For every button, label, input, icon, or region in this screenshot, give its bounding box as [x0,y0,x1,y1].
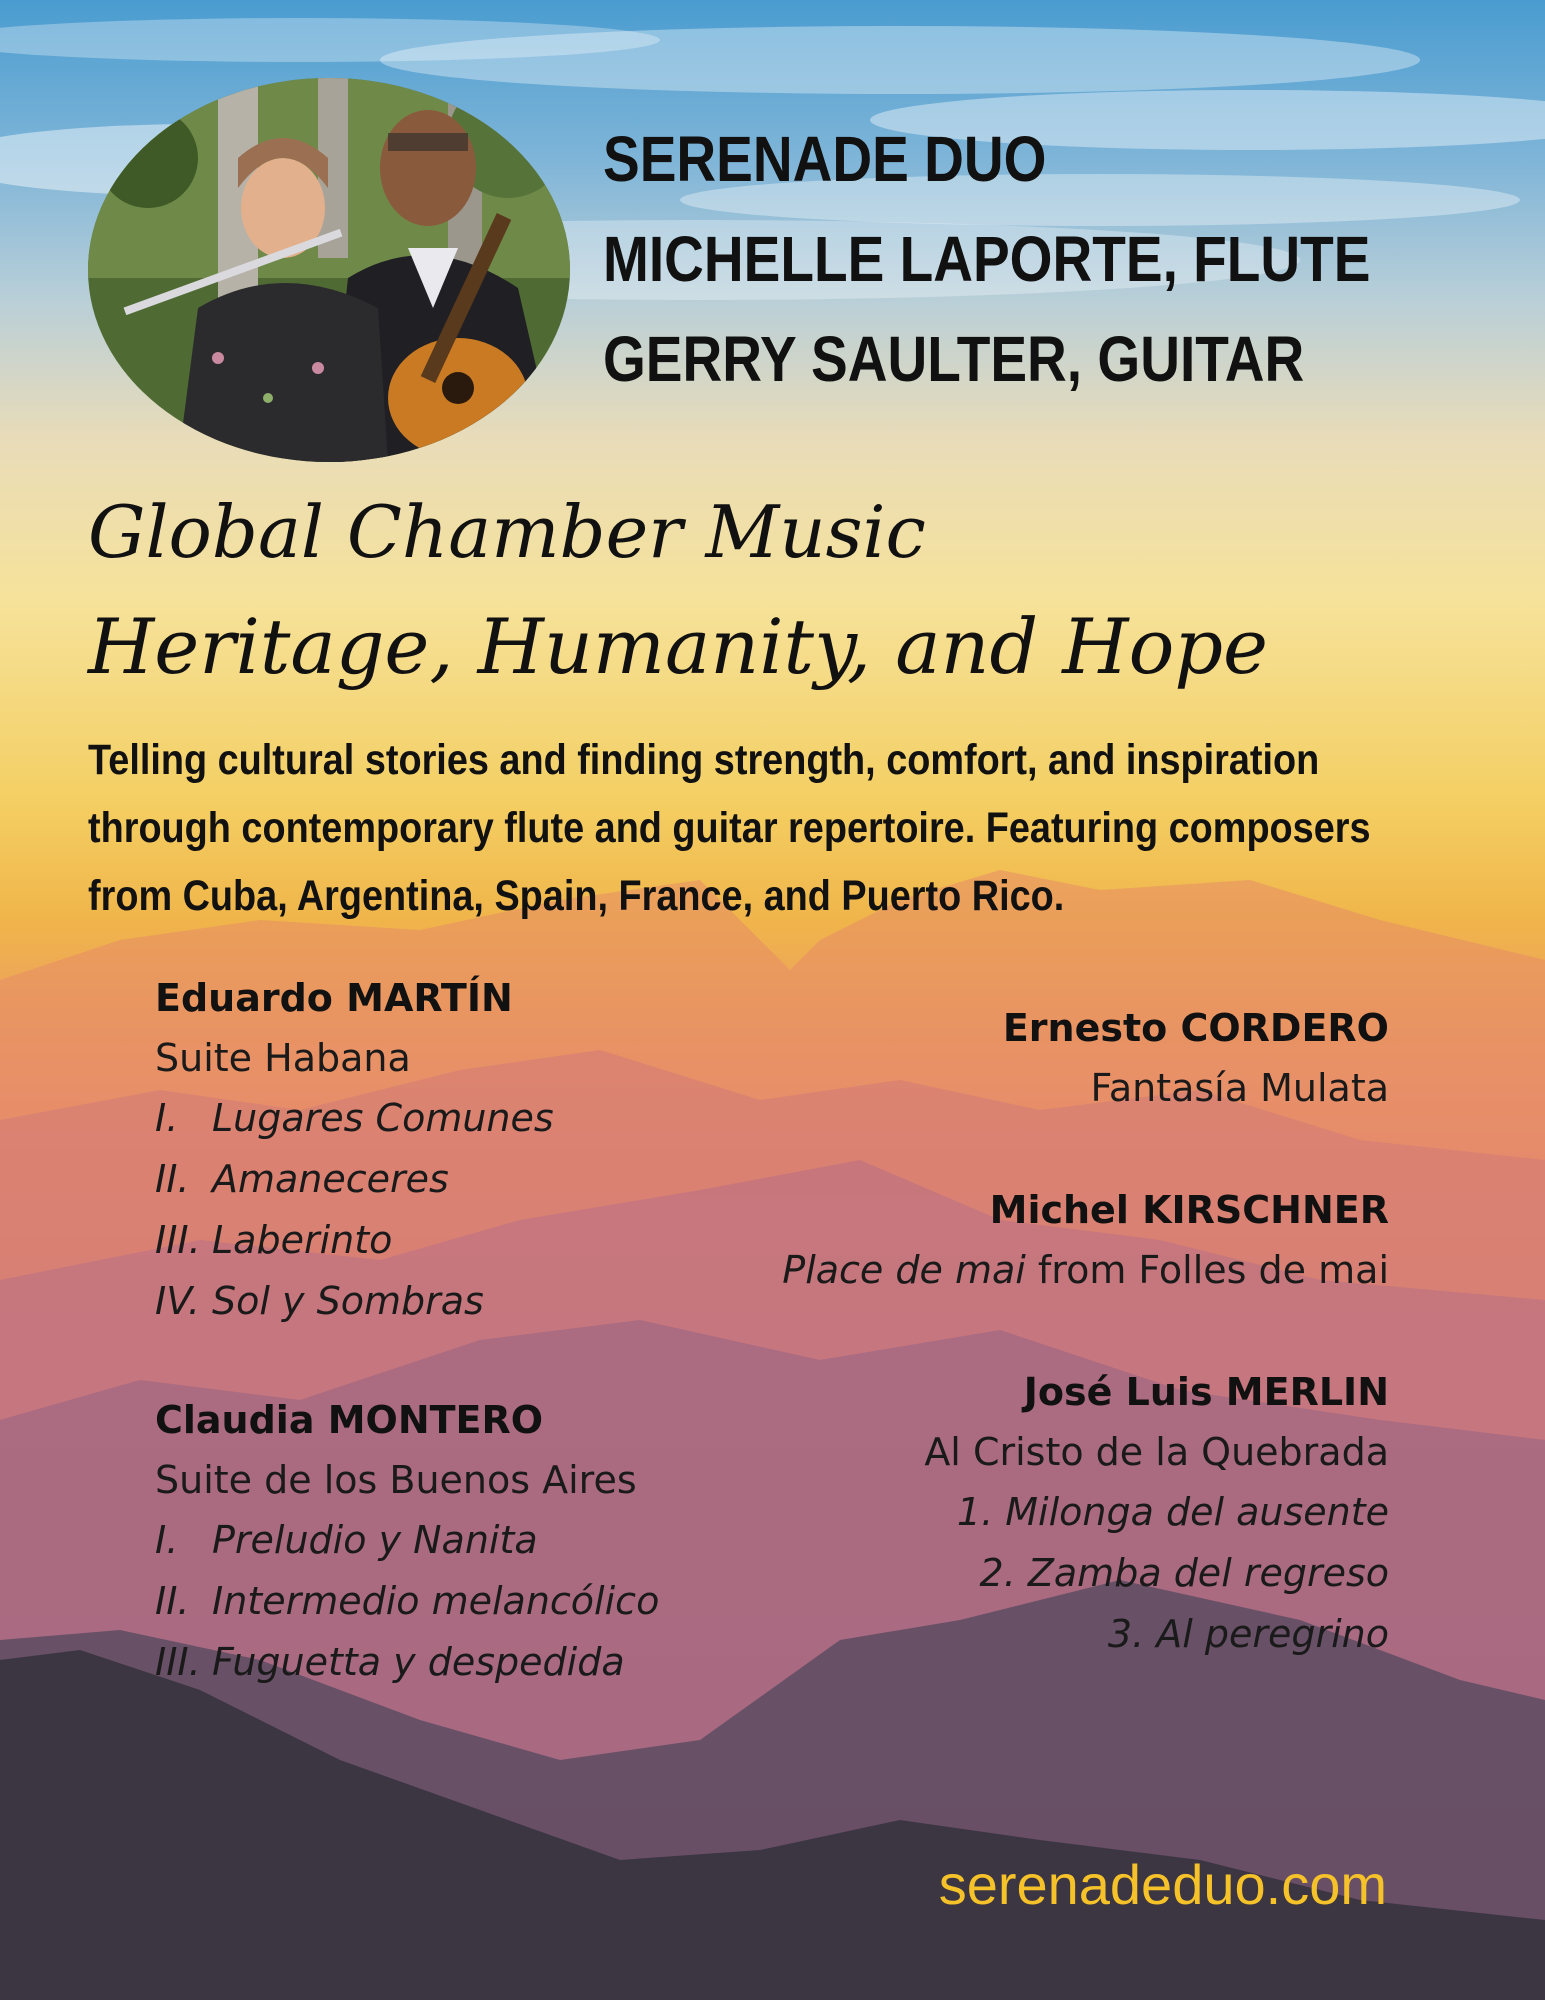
movement-number: I. [155,1096,179,1140]
movement-item: 2. Zamba del regreso [979,1551,1389,1595]
tagline-line-1: Global Chamber Music [88,490,926,574]
movement-item [155,1571,659,1632]
composer-name: Eduardo MARTÍN [155,976,513,1020]
movement-title: Sol y Sombras [212,1279,484,1323]
movement-title: Lugares Comunes [212,1096,554,1140]
movement-title: Amaneceres [212,1157,449,1201]
intro-line: Telling cultural stories and finding strength, comfort, and inspiration [88,736,1320,784]
intro-line: from Cuba, Argentina, Spain, France, and Puerto Rico. [88,872,1065,920]
movement-item: 3. Al peregrino [1107,1612,1389,1656]
program-right-column [782,998,1389,1665]
work-title-source: from Folles de mai [1025,1248,1389,1292]
movement-item [155,1088,659,1149]
intro-line: through contemporary flute and guitar repertoire. Featuring composers [88,804,1371,852]
duo-portrait-photo [88,78,570,462]
movement-number: III. [155,1640,201,1684]
composer-name: José Luis MERLIN [1023,1370,1389,1414]
program-left-column [155,968,659,1693]
movement-item [155,1632,659,1693]
movement-item [155,1210,659,1271]
composer-name: Ernesto CORDERO [1002,1006,1389,1050]
composer-name: Michel KIRSCHNER [989,1188,1389,1232]
movement-title: Laberinto [212,1218,393,1262]
movement-number: I. [155,1518,179,1562]
movement-number: III. [155,1218,201,1262]
work-title: Suite de los Buenos Aires [155,1458,637,1502]
movement-number: IV. [155,1279,200,1323]
movement-number: II. [155,1157,190,1201]
intro-paragraph [88,726,1371,930]
movement-item [155,1271,659,1332]
work-title [782,1240,1389,1300]
movement-title: Intermedio melancólico [212,1579,660,1623]
movement-item [155,1149,659,1210]
header-duo-name: SERENADE DUO [603,123,1047,195]
tagline-line-2: Heritage, Humanity, and Hope [88,602,1268,691]
movement-item: 1. Milonga del ausente [956,1490,1389,1534]
work-title: Suite Habana [155,1036,411,1080]
work-title-italic: Place de mai [782,1248,1026,1292]
header-flute-performer: MICHELLE LAPORTE, FLUTE [603,223,1371,295]
work-title: Al Cristo de la Quebrada [924,1430,1389,1474]
website-link[interactable]: serenadeduo.com [938,1853,1387,1916]
header-guitar-performer: GERRY SAULTER, GUITAR [603,323,1305,395]
composer-name: Claudia MONTERO [155,1398,544,1442]
movement-item [155,1510,659,1571]
movement-number: II. [155,1579,190,1623]
movement-title: Preludio y Nanita [212,1518,538,1562]
movement-title: Fuguetta y despedida [212,1640,625,1684]
work-title: Fantasía Mulata [1090,1066,1389,1110]
